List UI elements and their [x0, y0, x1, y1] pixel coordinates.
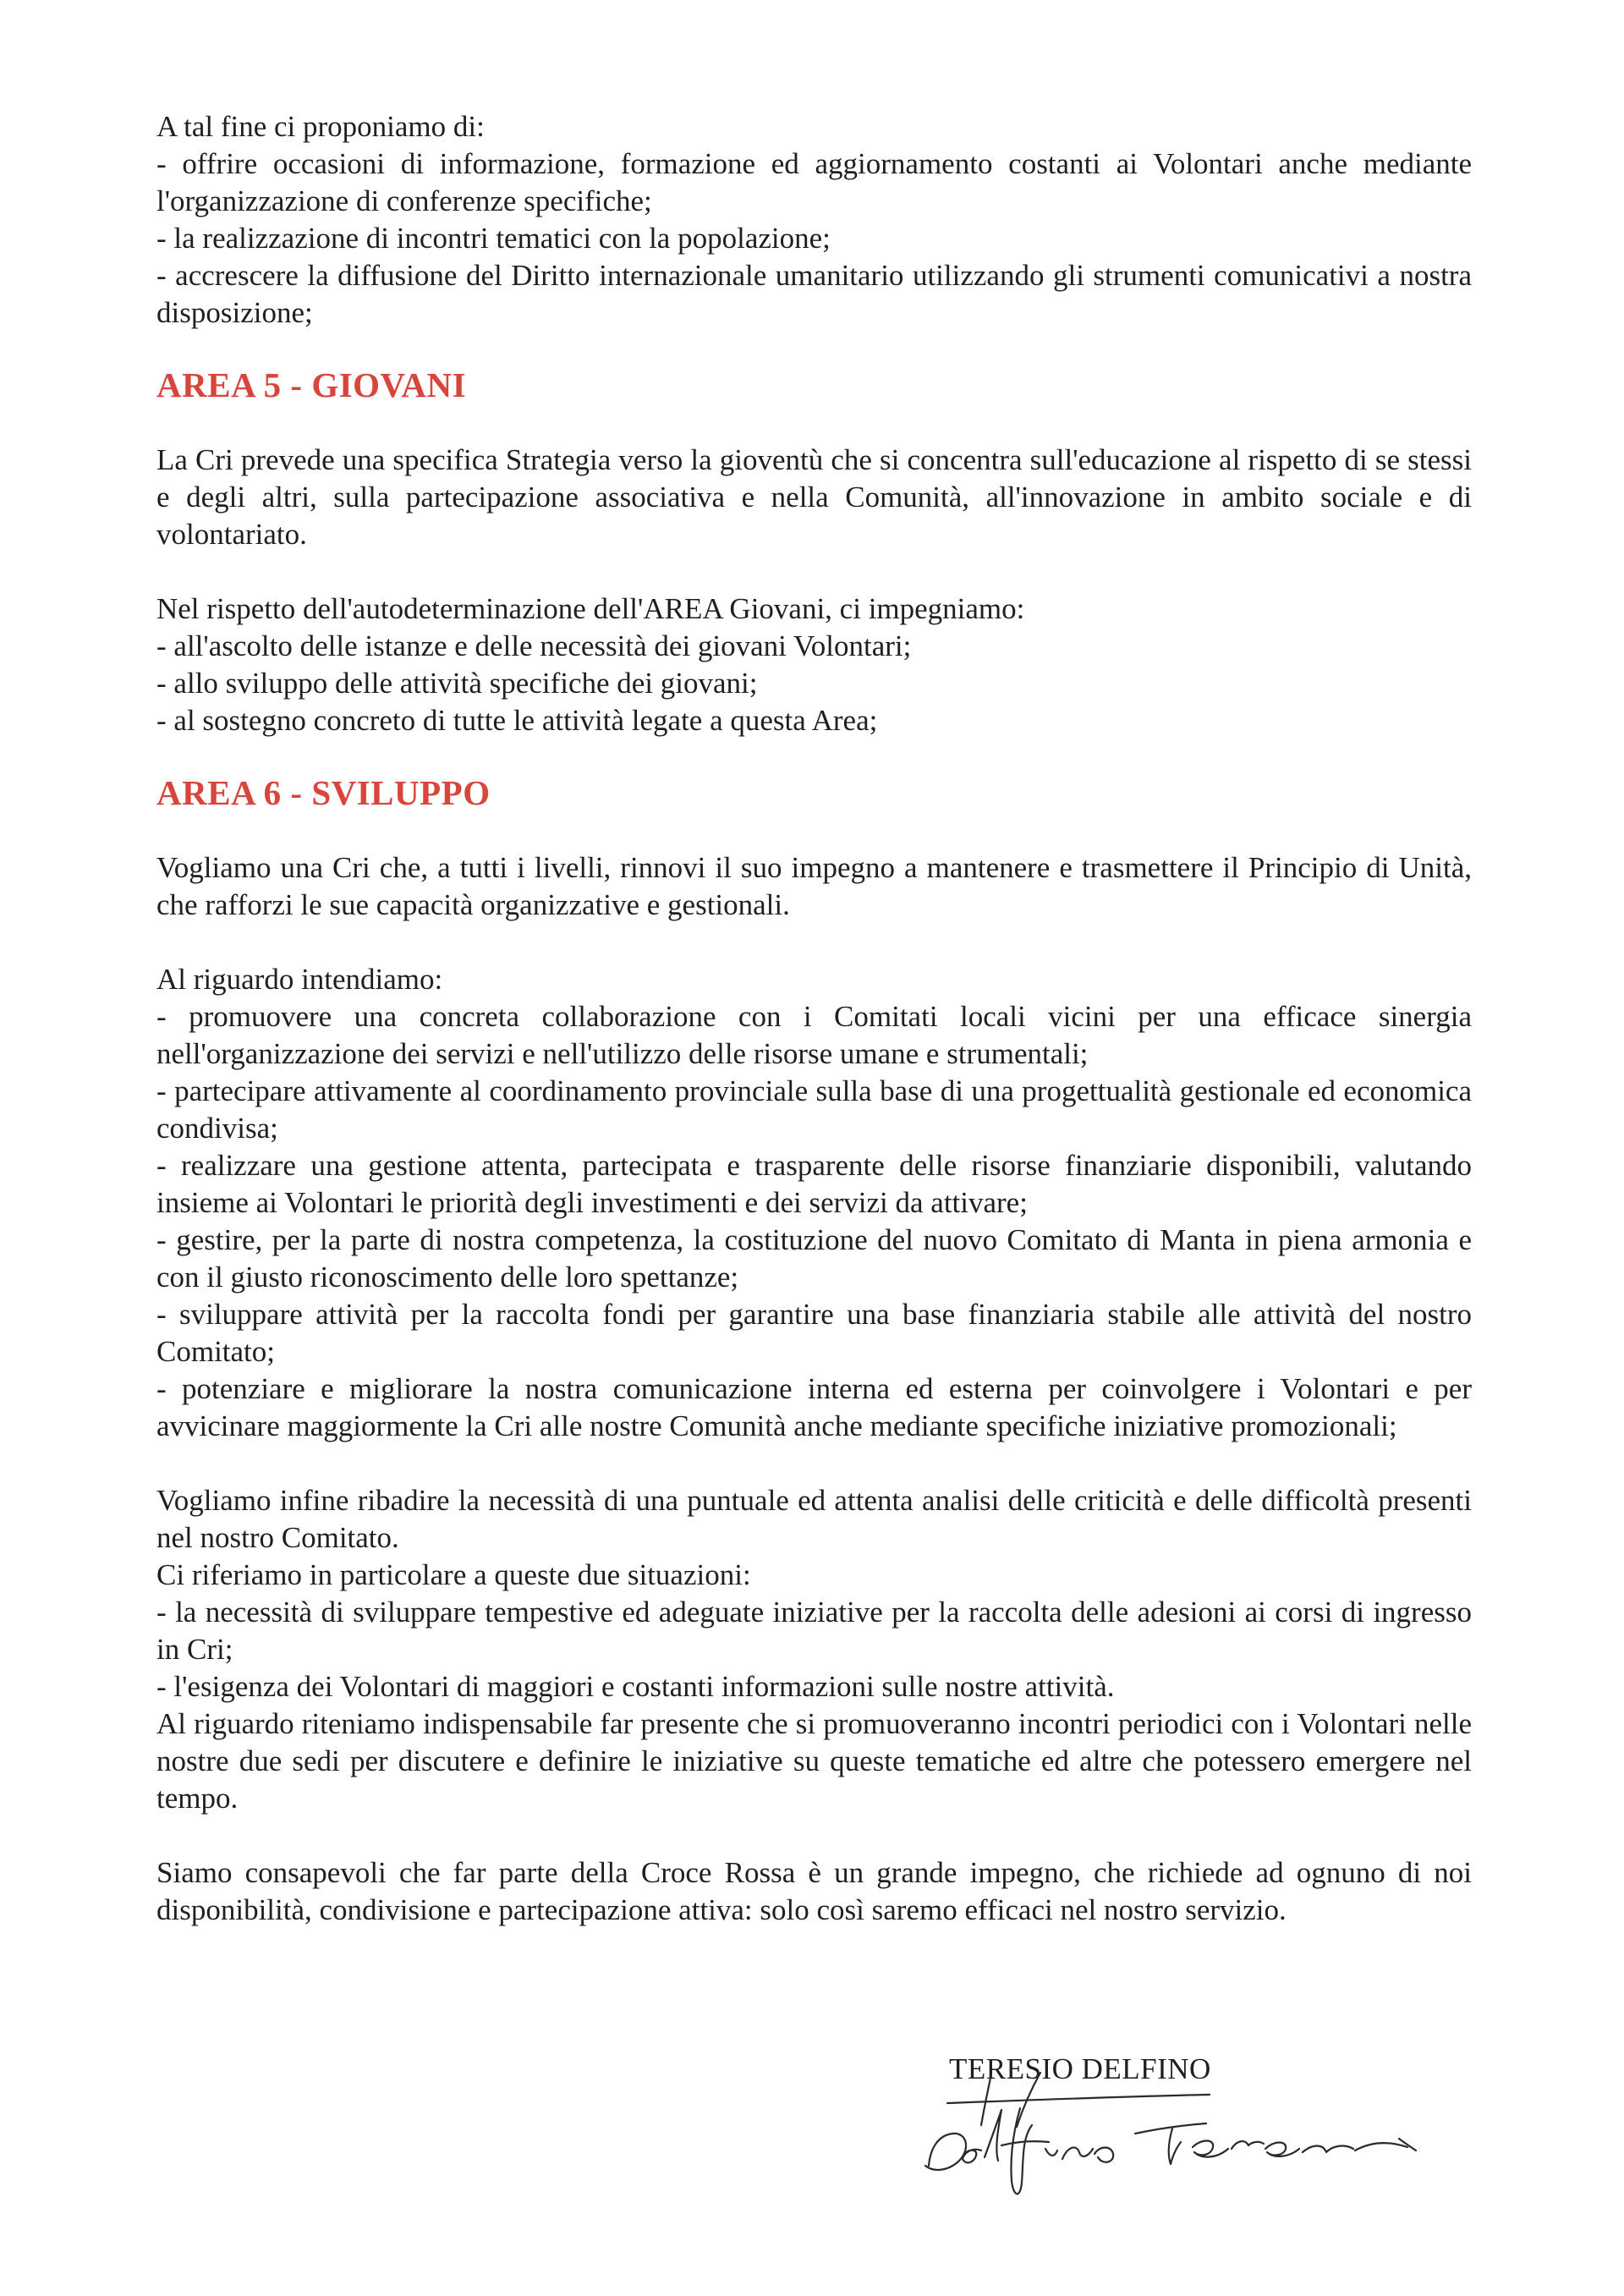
- area5-line: Nel rispetto dell'autodeterminazione dell'AREA Giovani, ci impegniamo:: [156, 592, 1025, 625]
- closing-section: [156, 1482, 1472, 1929]
- signature-name: TERESIO DELFINO: [949, 2052, 1211, 2085]
- closing-line: - la necessità di sviluppare tempestive ed adeguate iniziative per la raccolta delle adesioni ai corsi di ingresso in Cri;: [156, 1596, 1472, 1666]
- area5-line: - all'ascolto delle istanze e delle necessità dei giovani Volontari;: [156, 629, 912, 662]
- area5-line: - al sostegno concreto di tutte le attività legate a questa Area;: [156, 704, 878, 737]
- intro-line: - offrire occasioni di informazione, formazione ed aggiornamento costanti ai Volontari anche mediante l'organizzazione di conferenze specifiche;: [156, 147, 1472, 217]
- area5-heading: AREA 5 - GIOVANI: [156, 365, 467, 404]
- intro-line: - la realizzazione di incontri tematici con la popolazione;: [156, 222, 831, 255]
- area6-line: - gestire, per la parte di nostra competenza, la costituzione del nuovo Comitato di Manta in piena armonia e con il giusto riconoscimento delle loro spettanze;: [156, 1223, 1472, 1294]
- area5-paragraph: La Cri prevede una specifica Strategia verso la gioventù che si concentra sull'educazione al rispetto di se stessi e degli altri, sulla partecipazione associativa e nella Comunità, all'innovazione in ambito sociale e di volontariato.: [156, 443, 1472, 551]
- area6-line: Al riguardo intendiamo:: [156, 963, 443, 996]
- area6-line: - partecipare attivamente al coordinamento provinciale sulla base di una progettualità gestionale ed economica condivisa;: [156, 1074, 1472, 1145]
- area6-line: - sviluppare attività per la raccolta fondi per garantire una base finanziaria stabile alle attività del nostro Comitato;: [156, 1298, 1472, 1368]
- handwritten-signature: [914, 2047, 1455, 2200]
- intro-line: - accrescere la diffusione del Diritto internazionale umanitario utilizzando gli strumenti comunicativi a nostra disposizione;: [156, 259, 1472, 329]
- closing-final: Siamo consapevoli che far parte della Croce Rossa è un grande impegno, che richiede ad ognuno di noi disponibilità, condivisione e partecipazione attiva: solo così saremo efficaci nel nostro servizio.: [156, 1856, 1472, 1926]
- closing-line: Vogliamo infine ribadire la necessità di una puntuale ed attenta analisi delle criticità e delle difficoltà presenti nel nostro Comitato.: [156, 1484, 1472, 1554]
- area6-line: - promuovere una concreta collaborazione con i Comitati locali vicini per una efficace sinergia nell'organizzazione dei servizi e nell'utilizzo delle risorse umane e strumentali;: [156, 1000, 1472, 1070]
- area6-line: - potenziare e migliorare la nostra comunicazione interna ed esterna per coinvolgere i Volontari e per avvicinare maggiormente la Cri alle nostre Comunità anche mediante specifiche iniziative promozionali;: [156, 1372, 1472, 1442]
- area6-section: [156, 849, 1472, 1445]
- closing-line: Al riguardo riteniamo indispensabile far presente che si promuoveranno incontri periodici con i Volontari nelle nostre due sedi per discutere e definire le iniziative su queste tematiche ed altre che potessero emergere nel tempo.: [156, 1707, 1472, 1815]
- document-page: [156, 108, 1472, 1929]
- area5-line: - allo sviluppo delle attività specifiche dei giovani;: [156, 667, 758, 700]
- closing-line: Ci riferiamo in particolare a queste due situazioni:: [156, 1558, 751, 1591]
- intro-section: [156, 108, 1472, 332]
- area6-heading: AREA 6 - SVILUPPO: [156, 773, 491, 812]
- intro-line: A tal fine ci proponiamo di:: [156, 110, 485, 143]
- signature-block: [914, 2047, 1455, 2200]
- area5-section: [156, 442, 1472, 739]
- area6-line: - realizzare una gestione attenta, partecipata e trasparente delle risorse finanziarie disponibili, valutando insieme ai Volontari le priorità degli investimenti e dei servizi da attivare;: [156, 1149, 1472, 1219]
- area6-paragraph: Vogliamo una Cri che, a tutti i livelli, rinnovi il suo impegno a mantenere e trasmettere il Principio di Unità, che rafforzi le sue capacità organizzative e gestionali.: [156, 851, 1472, 921]
- closing-line: - l'esigenza dei Volontari di maggiori e costanti informazioni sulle nostre attività.: [156, 1670, 1115, 1703]
